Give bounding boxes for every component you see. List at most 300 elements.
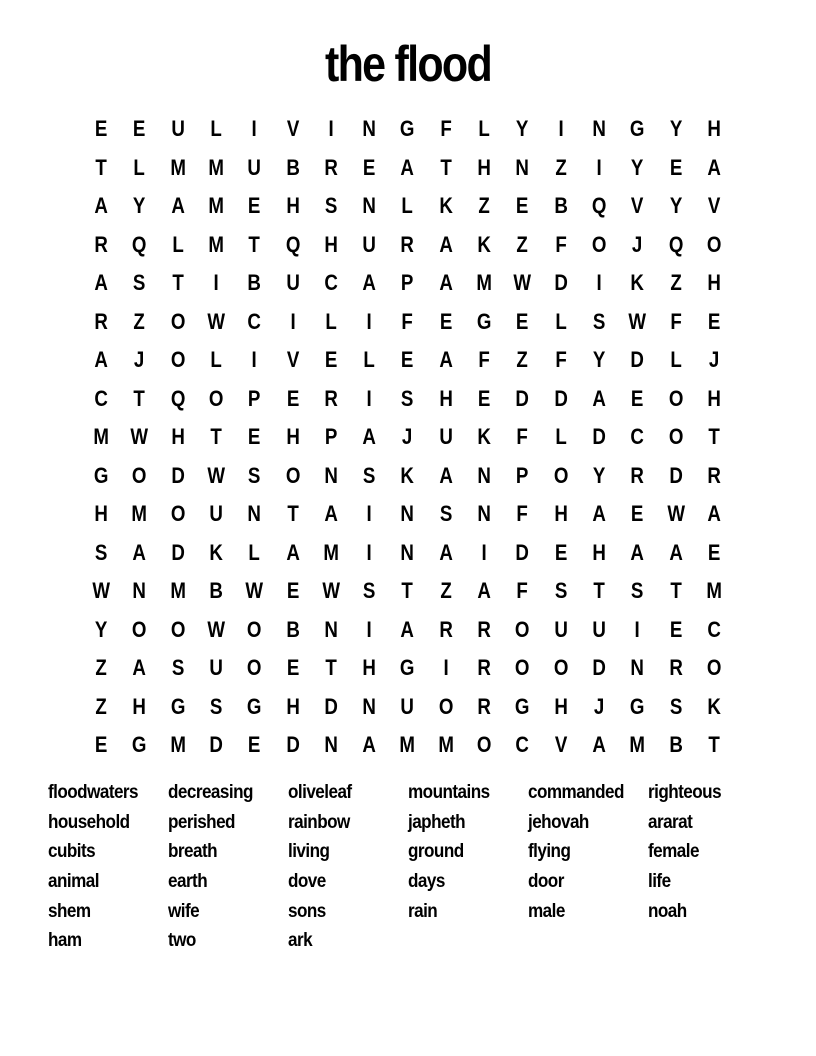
grid-letter: S [401,385,414,411]
grid-letter: W [245,578,264,603]
grid-letter: G [476,308,492,334]
grid-letter: I [366,616,372,642]
grid-letter: Y [592,462,606,488]
grid-letter: U [592,616,606,642]
grid-letter: S [631,578,644,603]
grid-letter: M [208,154,224,180]
grid-letter: I [596,270,602,295]
grid-letter: P [324,424,338,449]
grid-letter: D [630,347,645,372]
page-title: the flood [324,36,492,92]
grid-letter: W [130,424,149,449]
word-column [528,778,648,926]
grid-letter: O [553,462,569,488]
grid-letter: E [286,655,299,680]
grid-letter: N [132,578,147,603]
grid-letter: H [132,693,147,719]
grid-letter: H [553,693,568,719]
grid-letter: K [209,539,223,565]
grid-letter: Q [668,231,683,257]
grid-letter: M [169,154,186,180]
grid-letter: I [558,116,564,141]
word-column [48,778,168,956]
grid-letter: R [324,154,338,180]
grid-letter: R [477,655,491,680]
grid-letter: N [247,501,262,526]
grid-letter: B [285,154,300,180]
grid-letter: T [669,578,682,603]
grid-letter: T [133,385,146,411]
grid-letter: O [170,347,186,372]
grid-letter: O [170,501,186,526]
grid-letter: G [132,732,147,757]
grid-letter: O [706,231,722,257]
word-list-item: door [528,871,564,893]
grid-letter: M [131,501,148,526]
grid-letter: Z [516,347,529,372]
grid-letter: O [668,385,683,411]
grid-letter: Q [132,231,147,257]
grid-letter: G [400,655,415,680]
grid-letter: I [366,308,372,334]
grid-letter: I [366,385,372,411]
word-list-item: cubits [48,841,96,863]
grid-letter: D [285,732,300,757]
grid-letter: Z [669,270,682,295]
word-list-item: days [408,871,445,893]
grid-letter: R [439,616,453,642]
grid-letter: A [592,732,606,757]
grid-row [82,149,734,188]
word-list-item: jehovah [528,811,589,833]
word-list-item: noah [648,900,687,922]
grid-letter: A [707,501,721,526]
grid-letter: D [592,424,606,449]
grid-letter: T [172,270,184,295]
word-list-item: female [648,841,699,863]
grid-letter: U [439,424,453,449]
grid-letter: A [362,732,376,757]
grid-letter: H [707,116,721,141]
grid-letter: R [400,231,415,257]
grid-letter: S [439,501,453,526]
grid-letter: F [478,347,490,372]
grid-letter: U [285,270,300,295]
grid-letter: T [708,732,720,757]
grid-letter: A [362,424,376,449]
grid-letter: R [477,616,491,642]
word-list-item: ham [48,930,82,952]
grid-letter: A [477,578,491,603]
grid-letter: T [325,655,337,680]
grid-row [82,649,734,688]
grid-letter: R [707,462,721,488]
grid-letter: E [477,385,491,411]
grid-letter: A [592,501,606,526]
grid-letter: L [210,116,222,141]
grid-letter: A [132,539,147,565]
grid-letter: R [324,385,338,411]
grid-letter: D [668,462,683,488]
grid-letter: T [95,154,107,180]
grid-letter: L [555,308,567,334]
grid-letter: A [707,154,721,180]
word-list-item: living [288,841,330,863]
grid-letter: G [247,693,262,719]
grid-letter: S [669,693,682,719]
grid-row [82,380,734,419]
grid-letter: O [591,231,607,257]
grid-letter: A [439,539,453,565]
grid-letter: D [209,732,223,757]
grid-letter: Z [516,231,529,257]
grid-letter: E [94,116,108,141]
grid-letter: B [285,616,300,642]
grid-letter: C [630,424,645,449]
letter-grid [82,110,734,765]
grid-row [82,187,734,226]
word-list-item: ararat [648,811,693,833]
word-list-item: rainbow [288,811,350,833]
grid-letter: J [402,424,413,449]
grid-letter: S [94,539,108,565]
grid-letter: F [669,308,682,334]
grid-letter: H [285,693,300,719]
grid-letter: V [631,193,644,218]
grid-letter: S [362,462,376,488]
grid-letter: N [324,732,338,757]
word-list-item: ark [288,930,313,952]
word-list-item: ground [408,841,464,863]
grid-letter: E [248,732,261,757]
grid-letter: N [400,501,415,526]
grid-letter: F [516,501,529,526]
word-list-item: sons [288,900,326,922]
grid-letter: G [400,116,415,141]
grid-letter: T [440,154,452,180]
grid-letter: O [208,385,224,411]
grid-letter: N [362,193,376,218]
grid-letter: F [555,347,567,372]
grid-letter: O [438,693,454,719]
grid-letter: V [286,347,299,372]
grid-letter: H [324,231,338,257]
grid-letter: I [251,116,257,141]
grid-letter: H [362,655,376,680]
grid-letter: A [94,270,108,295]
grid-letter: F [440,116,452,141]
grid-letter: W [207,462,225,488]
grid-letter: O [285,462,300,488]
grid-letter: V [554,732,567,757]
word-list-item: household [48,811,130,833]
grid-letter: U [553,616,568,642]
grid-row [82,226,734,265]
grid-letter: M [438,732,454,757]
grid-row [82,534,734,573]
grid-letter: V [286,116,299,141]
grid-letter: N [362,693,376,719]
word-list-item: oliveleaf [288,782,352,803]
grid-letter: Y [133,193,146,218]
grid-letter: L [210,347,222,372]
grid-letter: F [516,424,529,449]
grid-letter: G [630,693,645,719]
grid-letter: O [247,616,262,642]
word-list-item: breath [168,841,218,863]
grid-letter: E [669,616,682,642]
word-list-item: earth [168,871,208,893]
grid-letter: Z [555,154,567,180]
grid-letter: N [592,116,606,141]
grid-letter: N [324,462,338,488]
grid-letter: A [132,655,147,680]
grid-letter: D [515,385,530,411]
grid-letter: Q [285,231,300,257]
grid-letter: O [132,616,147,642]
grid-letter: D [170,462,185,488]
grid-letter: S [324,193,338,218]
grid-letter: Q [170,385,186,411]
grid-letter: D [553,385,568,411]
grid-letter: Z [133,308,146,334]
grid-letter: J [593,693,605,719]
grid-letter: W [207,616,225,642]
grid-letter: N [477,462,491,488]
grid-letter: I [328,116,334,141]
grid-letter: L [325,308,337,334]
grid-letter: F [401,308,414,334]
grid-letter: A [630,539,645,565]
grid-letter: A [324,501,338,526]
grid-letter: T [593,578,605,603]
grid-letter: W [92,578,110,603]
grid-letter: C [247,308,262,334]
grid-letter: H [592,539,606,565]
grid-letter: N [515,154,530,180]
word-list-item: floodwaters [48,782,139,803]
word-list-item: life [648,871,671,893]
grid-letter: E [631,385,644,411]
grid-letter: P [516,462,529,488]
grid-letter: O [170,308,186,334]
grid-letter: M [169,732,186,757]
grid-letter: O [515,616,530,642]
grid-letter: M [399,732,416,757]
grid-letter: A [94,193,108,218]
grid-letter: M [706,578,722,603]
grid-letter: K [630,270,645,295]
grid-letter: Y [669,193,682,218]
grid-letter: N [400,539,415,565]
grid-letter: K [477,231,491,257]
word-column [288,778,408,956]
grid-letter: D [170,539,185,565]
grid-letter: V [707,193,721,218]
grid-letter: H [170,424,185,449]
grid-letter: M [476,270,492,295]
grid-letter: K [477,424,491,449]
grid-letter: I [290,308,296,334]
grid-letter: I [443,655,449,680]
grid-letter: N [477,501,491,526]
grid-letter: Y [592,347,606,372]
grid-letter: D [553,270,568,295]
grid-letter: I [366,501,372,526]
grid-letter: M [93,424,109,449]
grid-letter: O [515,655,530,680]
grid-letter: L [555,424,567,449]
grid-letter: L [133,154,146,180]
grid-letter: R [630,462,645,488]
grid-letter: Z [478,193,490,218]
grid-letter: L [172,231,184,257]
grid-letter: B [553,193,568,218]
grid-letter: S [133,270,146,295]
grid-letter: R [94,231,108,257]
word-column [168,778,288,956]
grid-letter: A [400,616,415,642]
grid-letter: O [706,655,722,680]
grid-letter: Z [95,655,107,680]
grid-letter: D [592,655,606,680]
grid-row [82,572,734,611]
grid-row [82,457,734,496]
grid-letter: S [362,578,376,603]
grid-letter: C [94,385,108,411]
grid-letter: P [401,270,414,295]
grid-letter: I [213,270,219,295]
grid-letter: A [668,539,683,565]
grid-letter: A [285,539,300,565]
grid-letter: A [170,193,185,218]
grid-row [82,611,734,650]
grid-letter: U [247,154,262,180]
grid-letter: R [94,308,108,334]
grid-letter: M [208,193,224,218]
grid-letter: E [133,116,146,141]
grid-letter: A [439,462,453,488]
grid-row [82,688,734,727]
grid-letter: Y [669,116,682,141]
grid-letter: H [707,270,721,295]
word-list-item: rain [408,900,438,922]
grid-letter: T [248,231,261,257]
grid-letter: E [516,193,529,218]
grid-letter: O [132,462,147,488]
grid-letter: U [400,693,415,719]
grid-letter: E [94,732,108,757]
grid-letter: U [362,231,376,257]
grid-row [82,303,734,342]
grid-letter: U [170,116,185,141]
grid-letter: N [630,655,645,680]
word-list-item: two [168,930,196,952]
grid-row [82,264,734,303]
grid-letter: I [251,347,257,372]
grid-letter: G [170,693,186,719]
grid-letter: A [439,270,453,295]
grid-letter: S [248,462,261,488]
grid-letter: M [629,732,646,757]
grid-letter: T [401,578,414,603]
grid-letter: E [286,578,299,603]
grid-letter: H [285,424,300,449]
grid-letter: P [248,385,261,411]
grid-letter: I [366,539,372,565]
word-list-item: animal [48,871,99,893]
grid-letter: A [592,385,606,411]
word-list-item: wife [168,900,200,922]
grid-letter: A [439,347,453,372]
grid-row [82,341,734,380]
grid-letter: H [94,501,108,526]
grid-letter: L [363,347,375,372]
word-list-item: decreasing [168,782,253,803]
grid-letter: H [439,385,453,411]
grid-letter: A [94,347,108,372]
grid-letter: H [553,501,568,526]
grid-letter: G [515,693,530,719]
grid-letter: R [477,693,491,719]
grid-letter: Y [94,616,108,642]
grid-letter: E [669,154,682,180]
grid-letter: T [286,501,299,526]
grid-letter: E [324,347,338,372]
grid-letter: M [208,231,224,257]
grid-letter: W [628,308,647,334]
grid-letter: B [247,270,262,295]
word-list-item: male [528,900,565,922]
grid-letter: C [515,732,530,757]
word-list-item: dove [288,871,326,893]
grid-letter: L [478,116,490,141]
grid-letter: E [248,193,261,218]
grid-letter: N [362,116,376,141]
grid-letter: E [707,308,721,334]
word-list-item: mountains [408,782,490,803]
grid-letter: M [169,578,186,603]
grid-letter: Y [631,154,644,180]
grid-letter: W [513,270,532,295]
word-list-item: shem [48,900,91,922]
word-list-item: perished [168,811,235,833]
grid-letter: T [708,424,720,449]
grid-letter: H [707,385,721,411]
grid-letter: F [516,578,529,603]
word-list-item: japheth [408,811,466,833]
grid-letter: H [285,193,300,218]
grid-letter: I [596,154,602,180]
grid-letter: A [439,231,453,257]
grid-row [82,110,734,149]
grid-letter: E [401,347,414,372]
grid-letter: E [707,539,721,565]
grid-letter: B [209,578,223,603]
grid-letter: U [209,501,223,526]
grid-letter: E [286,385,299,411]
grid-letter: G [630,116,645,141]
grid-letter: E [516,308,529,334]
grid-letter: R [668,655,683,680]
grid-row [82,418,734,457]
grid-letter: O [476,732,492,757]
grid-letter: O [668,424,683,449]
grid-letter: E [554,539,567,565]
grid-letter: B [668,732,683,757]
grid-letter: U [209,655,223,680]
word-column [648,778,768,926]
